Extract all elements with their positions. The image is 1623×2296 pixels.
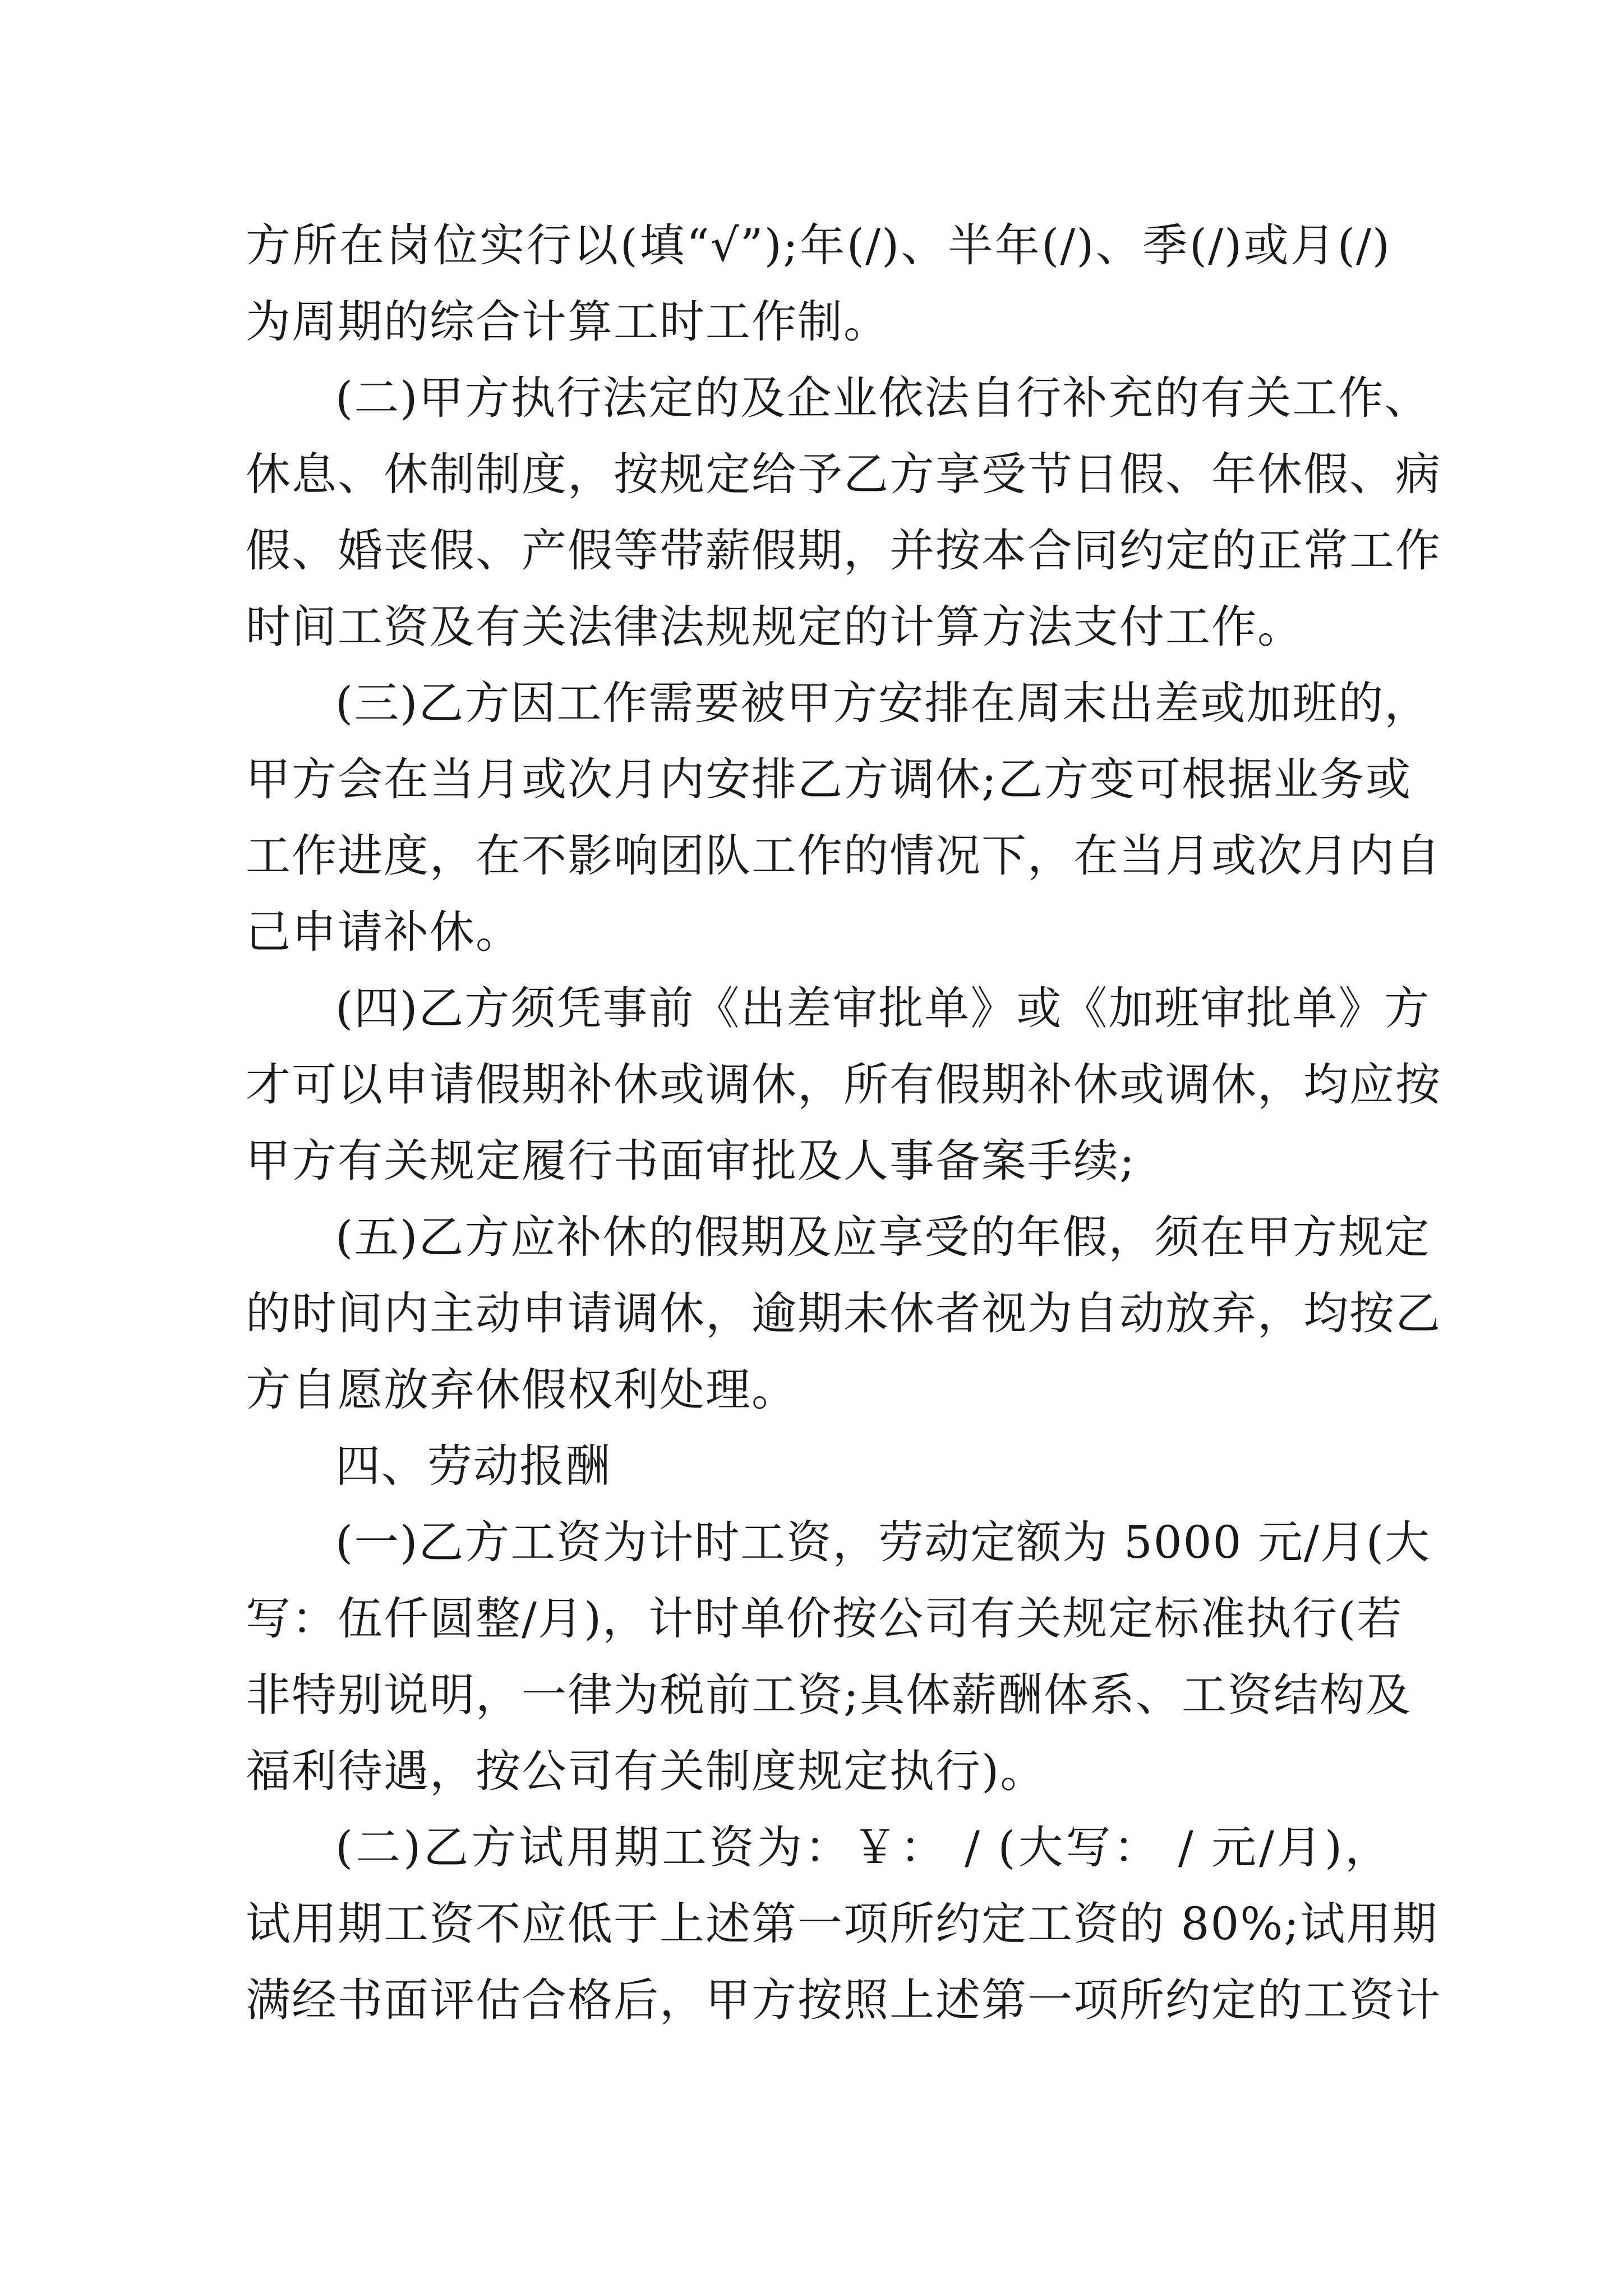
- text-line: (二)乙方试用期工资为：￥： / (大写： / 元/月)，: [335, 1821, 1391, 1874]
- text-line: 福利待遇，按公司有关制度规定执行)。: [246, 1745, 1046, 1797]
- text-line: (三)乙方因工作需要被甲方安排在周末出差或加班的，: [335, 677, 1431, 729]
- text-line: 己申请补休。: [246, 906, 522, 958]
- text-line: 的时间内主动申请调休，逾期未休者视为自动放弃，均按乙: [246, 1287, 1441, 1340]
- paragraph: [246, 1504, 1431, 1810]
- text-line: 才可以申请假期补休或调休，所有假期补休或调休，均应按: [246, 1059, 1441, 1111]
- text-line: 试用期工资不应低于上述第一项所约定工资的 80%;试用期: [246, 1898, 1438, 1950]
- text-line: (五)乙方应补休的假期及应享受的年假，须在甲方规定: [335, 1211, 1431, 1263]
- text-line: 工作进度，在不影响团队工作的情况下，在当月或次月内自: [246, 830, 1441, 882]
- text-line: 甲方有关规定履行书面审批及人事备案手续;: [246, 1135, 1136, 1187]
- text-line: (一)乙方工资为计时工资，劳动定额为 5000 元/月(大: [335, 1516, 1431, 1568]
- paragraph: [246, 208, 1391, 360]
- text-line: 四、劳动报酬: [335, 1440, 611, 1492]
- text-line: 休息、休制制度，按规定给予乙方享受节日假、年休假、病: [246, 448, 1441, 500]
- text-line: (四)乙方须凭事前《出差审批单》或《加班审批单》方: [335, 982, 1431, 1034]
- text-line: (二)甲方执行法定的及企业依法自行补充的有关工作、: [335, 372, 1431, 424]
- text-line: 满经书面评估合格后，甲方按照上述第一项所约定的工资计: [246, 1974, 1441, 2026]
- text-line: 甲方会在当月或次月内安排乙方调休;乙方变可根据业务或: [246, 753, 1412, 806]
- text-line: 方所在岗位实行以(填“√”);年(/)、半年(/)、季(/)或月(/): [246, 219, 1391, 272]
- paragraph: [246, 665, 1441, 970]
- document-body: [246, 208, 1441, 2039]
- paragraph: [246, 1428, 1391, 1504]
- paragraph: [246, 1199, 1441, 1428]
- text-line: 为周期的综合计算工时工作制。: [246, 296, 889, 348]
- paragraph: [246, 1810, 1441, 2039]
- paragraph: [246, 970, 1441, 1199]
- text-line: 时间工资及有关法律法规规定的计算方法支付工作。: [246, 601, 1303, 653]
- text-line: 假、婚丧假、产假等带薪假期，并按本合同约定的正常工作: [246, 524, 1441, 577]
- text-line: 方自愿放弃休假权利处理。: [246, 1364, 797, 1416]
- text-line: 非特别说明，一律为税前工资;具体薪酬体系、工资结构及: [246, 1669, 1412, 1721]
- paragraph: [246, 360, 1441, 665]
- text-line: 写：伍仟圆整/月)，计时单价按公司有关规定标准执行(若: [246, 1593, 1403, 1645]
